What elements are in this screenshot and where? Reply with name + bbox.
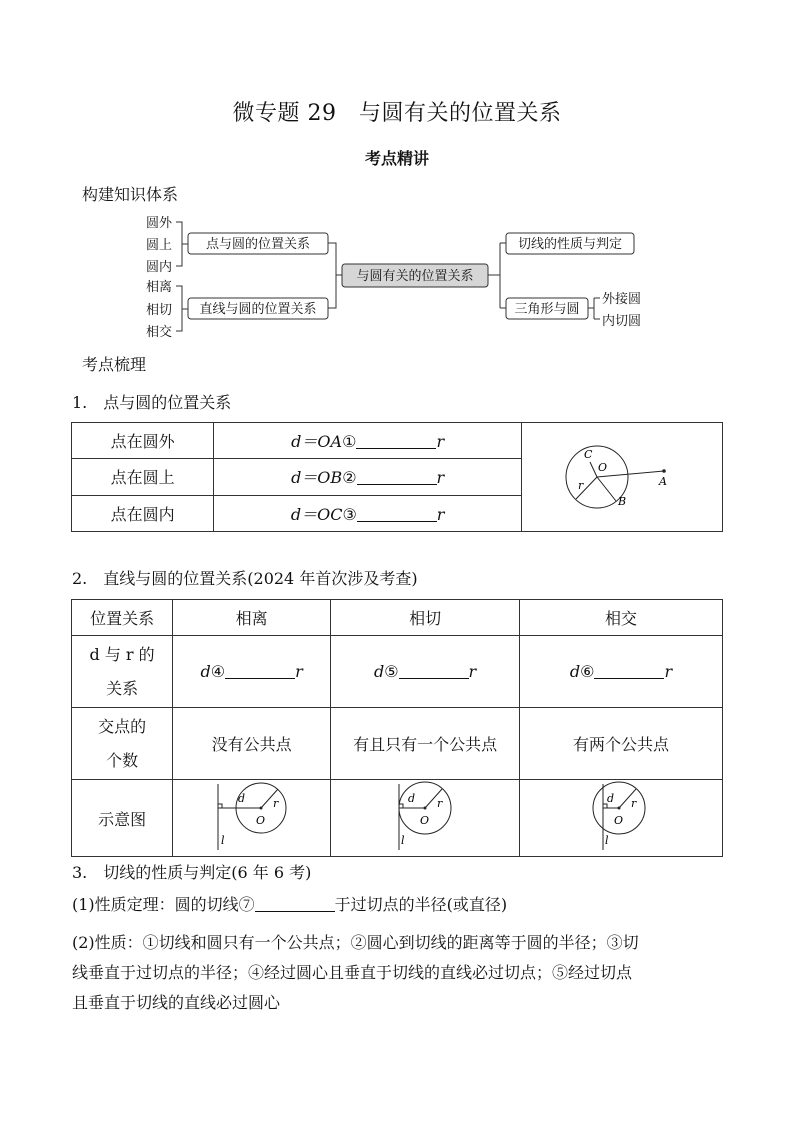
property-theorem: (1)性质定理：圆的切线⑦ 于过切点的半径(或直径) bbox=[72, 895, 508, 914]
svg-text:l: l bbox=[220, 834, 225, 847]
row-label: 点在圆上 bbox=[72, 459, 214, 495]
row-eq: d＝OB② r bbox=[214, 459, 522, 495]
svg-text:d: d bbox=[237, 792, 245, 805]
svg-text:O: O bbox=[614, 814, 624, 827]
svg-text:O: O bbox=[420, 814, 430, 827]
dr-cell: d④ r bbox=[173, 636, 331, 708]
separate-figure bbox=[173, 780, 331, 857]
svg-text:C: C bbox=[583, 448, 593, 461]
svg-text:r: r bbox=[437, 797, 443, 810]
intersect-figure bbox=[520, 780, 723, 857]
svg-text:l: l bbox=[401, 834, 405, 847]
pts-cell: 没有公共点 bbox=[173, 708, 331, 780]
header-cell: 相离 bbox=[173, 600, 331, 636]
point-circle-figure bbox=[521, 423, 722, 532]
map-item-separate: 相离 bbox=[146, 280, 173, 295]
map-item-tangent: 相切 bbox=[146, 303, 173, 318]
line-circle-table bbox=[71, 599, 723, 857]
row-eq: d＝OC③ r bbox=[214, 495, 522, 531]
section2-heading: 2. 直线与圆的位置关系(2024 年首次涉及考查) bbox=[72, 569, 418, 588]
svg-text:O: O bbox=[255, 814, 265, 827]
svg-text:A: A bbox=[658, 475, 667, 488]
knowledge-system-heading: 构建知识体系 bbox=[82, 185, 179, 204]
pts-cell: 有且只有一个公共点 bbox=[331, 708, 520, 780]
row-label: d 与 r 的 关系 bbox=[72, 636, 173, 708]
dr-cell: d⑥ r bbox=[520, 636, 723, 708]
map-item-outside: 圆外 bbox=[146, 216, 173, 231]
point-circle-table bbox=[71, 422, 723, 532]
header-cell: 相切 bbox=[331, 600, 520, 636]
row-eq: d＝OA① r bbox=[214, 423, 522, 459]
map-item-on: 圆上 bbox=[146, 238, 173, 253]
svg-text:r: r bbox=[272, 797, 278, 810]
pts-cell: 有两个公共点 bbox=[520, 708, 723, 780]
svg-text:B: B bbox=[617, 495, 627, 508]
svg-text:d: d bbox=[408, 792, 416, 805]
header-cell: 相交 bbox=[520, 600, 723, 636]
map-item-circumcircle: 外接圆 bbox=[602, 292, 642, 307]
svg-text:r: r bbox=[631, 797, 637, 810]
map-item-intersect: 相交 bbox=[146, 325, 173, 340]
svg-text:切线的性质与判定: 切线的性质与判定 bbox=[517, 237, 623, 252]
row-label: 示意图 bbox=[72, 780, 173, 857]
svg-text:点与圆的位置关系: 点与圆的位置关系 bbox=[205, 237, 311, 252]
page-title: 微专题 29 与圆有关的位置关系 bbox=[232, 101, 562, 126]
section-subtitle: 考点精讲 bbox=[364, 149, 429, 168]
tangent-figure bbox=[331, 780, 520, 857]
section3-heading: 3. 切线的性质与判定(6 年 6 考) bbox=[72, 863, 312, 882]
svg-text:三角形与圆: 三角形与圆 bbox=[514, 302, 580, 317]
header-cell: 位置关系 bbox=[72, 600, 173, 636]
knowledge-map bbox=[0, 205, 794, 345]
map-item-inside: 圆内 bbox=[146, 260, 173, 275]
row-label: 点在圆外 bbox=[72, 423, 214, 459]
section1-heading: 1. 点与圆的位置关系 bbox=[72, 393, 232, 412]
map-item-incircle: 内切圆 bbox=[602, 314, 642, 329]
row-label: 点在圆内 bbox=[72, 495, 214, 531]
row-label: 交点的 个数 bbox=[72, 708, 173, 780]
svg-text:直线与圆的位置关系: 直线与圆的位置关系 bbox=[199, 302, 317, 317]
svg-text:O: O bbox=[597, 461, 608, 474]
svg-text:与圆有关的位置关系: 与圆有关的位置关系 bbox=[356, 269, 474, 284]
review-heading: 考点梳理 bbox=[82, 355, 147, 374]
properties-paragraph: (2)性质：①切线和圆只有一个公共点；②圆心到切线的距离等于圆的半径；③切 线垂直于过切点的半径；④经过圆心且垂直于切线的直线必过切点；⑤经过切点 且垂直于切线的直线必过圆心 bbox=[72, 933, 639, 1012]
svg-text:d: d bbox=[607, 792, 615, 805]
svg-text:r: r bbox=[577, 479, 584, 492]
dr-cell: d⑤ r bbox=[331, 636, 520, 708]
svg-text:l: l bbox=[605, 834, 609, 847]
